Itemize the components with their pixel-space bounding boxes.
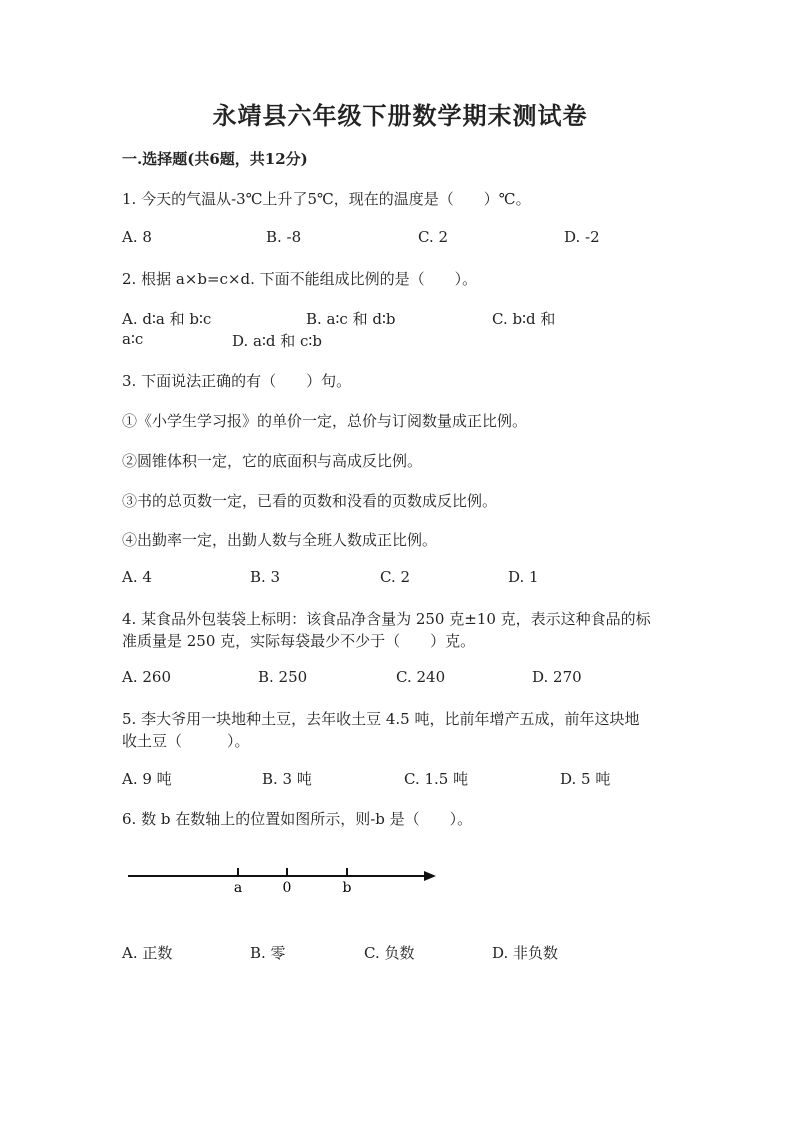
q3-statement-1: ①《小学生学习报》的单价一定，总价与订阅数量成正比例。 bbox=[122, 412, 528, 430]
q2-option-c-cont: a∶c bbox=[122, 330, 144, 348]
q1-option-d: D. -2 bbox=[564, 228, 600, 246]
question-2-stem: 2. 根据 a×b=c×d. 下面不能组成比例的是（ ）。 bbox=[122, 270, 478, 288]
q5-option-c: C. 1.5 吨 bbox=[404, 770, 469, 788]
q3-statement-3: ③书的总页数一定，已看的页数和没看的页数成反比例。 bbox=[122, 492, 498, 510]
q2-option-c: C. b∶d 和 bbox=[492, 310, 556, 328]
q1-option-c: C. 2 bbox=[418, 228, 449, 246]
q1-option-b: B. -8 bbox=[266, 228, 302, 246]
q2-option-a: A. d∶a 和 b∶c bbox=[122, 310, 212, 328]
label-zero: 0 bbox=[282, 880, 292, 896]
number-line-figure bbox=[124, 858, 444, 898]
q3-option-c: C. 2 bbox=[380, 568, 411, 586]
label-a: a bbox=[233, 880, 243, 896]
question-4-stem-line1: 4. 某食品外包装袋上标明：该食品净含量为 250 克±10 克，表示这种食品的标 bbox=[122, 610, 651, 628]
q6-option-b: B. 零 bbox=[250, 944, 286, 962]
number-line-arrow-icon bbox=[424, 871, 436, 881]
q4-option-d: D. 270 bbox=[532, 668, 582, 686]
question-6-stem: 6. 数 b 在数轴上的位置如图所示，则-b 是（ ）。 bbox=[122, 810, 473, 828]
q5-option-a: A. 9 吨 bbox=[122, 770, 172, 788]
question-3-stem: 3. 下面说法正确的有（ ）句。 bbox=[122, 372, 352, 390]
question-1-stem: 1. 今天的气温从-3℃上升了5℃，现在的温度是（ ）℃。 bbox=[122, 190, 531, 208]
q4-option-c: C. 240 bbox=[396, 668, 446, 686]
q5-option-d: D. 5 吨 bbox=[560, 770, 611, 788]
q6-option-a: A. 正数 bbox=[122, 944, 173, 962]
question-4-stem-line2: 准质量是 250 克，实际每袋最少不少于（ ）克。 bbox=[122, 632, 476, 650]
question-5-stem-line2: 收土豆（ ）。 bbox=[122, 732, 250, 750]
q4-option-a: A. 260 bbox=[122, 668, 171, 686]
section-heading: 一.选择题(共6题，共12分) bbox=[122, 150, 308, 168]
q6-option-d: D. 非负数 bbox=[492, 944, 559, 962]
page-title: 永靖县六年级下册数学期末测试卷 bbox=[212, 101, 588, 130]
q4-option-b: B. 250 bbox=[258, 668, 308, 686]
label-b: b bbox=[342, 880, 352, 896]
q1-option-a: A. 8 bbox=[122, 228, 152, 246]
q3-option-d: D. 1 bbox=[508, 568, 539, 586]
q5-option-b: B. 3 吨 bbox=[262, 770, 312, 788]
q2-option-d: D. a∶d 和 c∶b bbox=[232, 332, 322, 350]
q3-option-b: B. 3 bbox=[250, 568, 281, 586]
question-5-stem-line1: 5. 李大爷用一块地种土豆，去年收土豆 4.5 吨，比前年增产五成，前年这块地 bbox=[122, 710, 640, 728]
q6-option-c: C. 负数 bbox=[364, 944, 415, 962]
q3-option-a: A. 4 bbox=[122, 568, 152, 586]
q3-statement-2: ②圆锥体积一定，它的底面积与高成反比例。 bbox=[122, 452, 423, 470]
q3-statement-4: ④出勤率一定，出勤人数与全班人数成正比例。 bbox=[122, 531, 438, 549]
q2-option-b: B. a∶c 和 d∶b bbox=[306, 310, 396, 328]
